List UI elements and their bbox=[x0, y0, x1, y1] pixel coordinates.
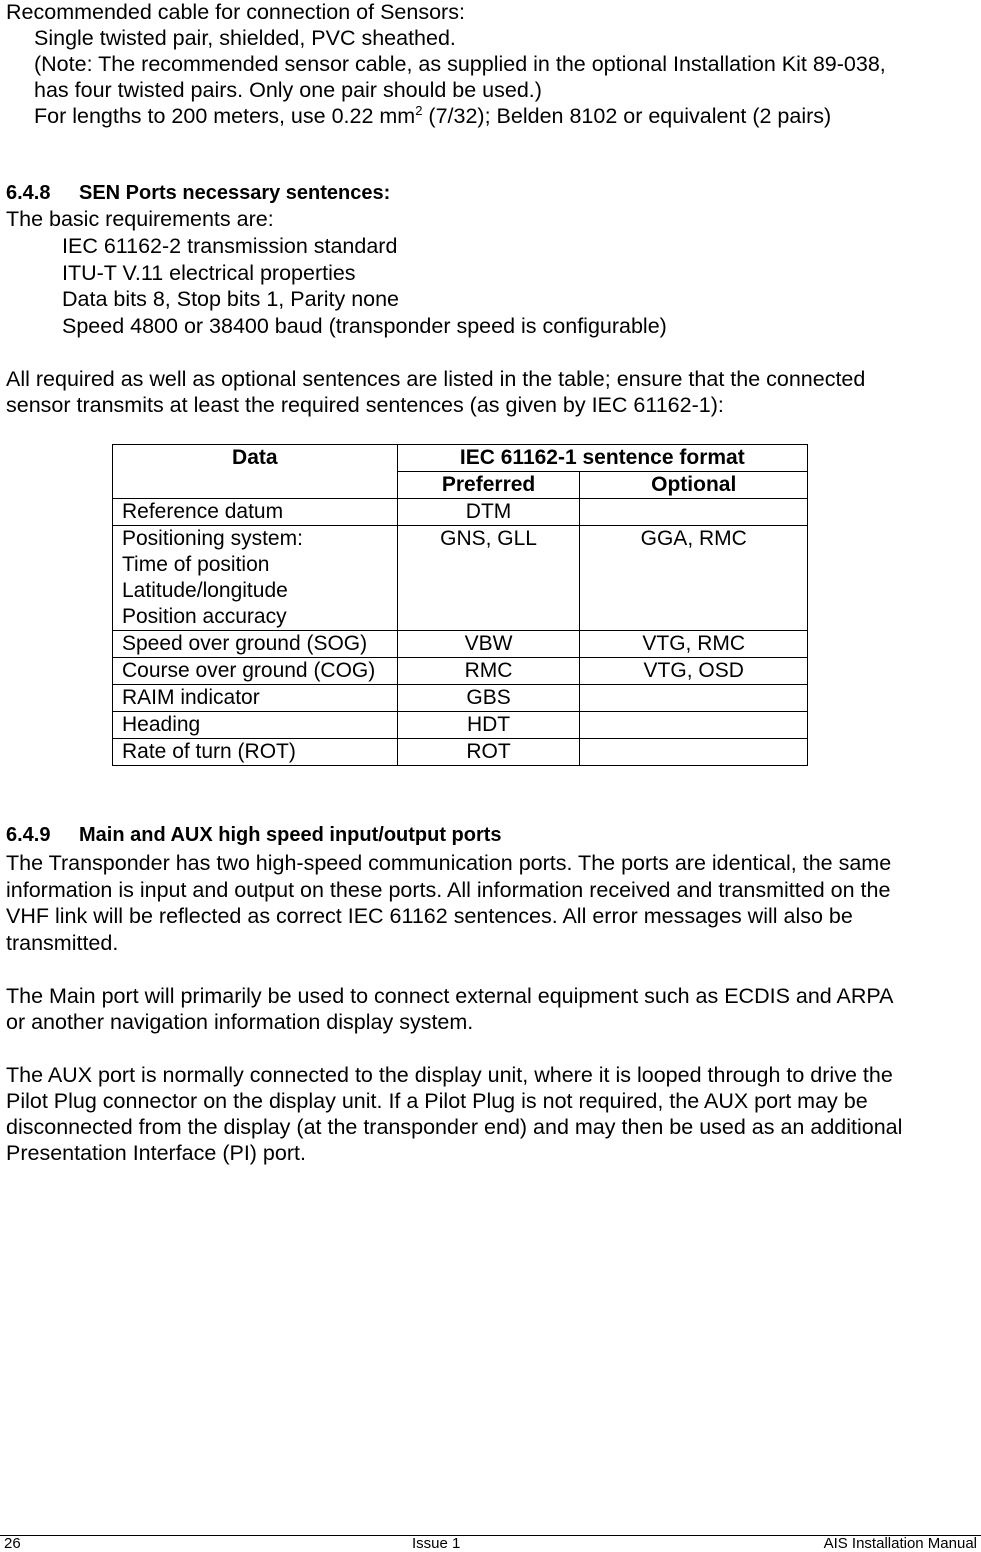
requirement-item: Data bits 8, Stop bits 1, Parity none bbox=[62, 287, 400, 311]
footer-page-number: 26 bbox=[4, 1535, 21, 1552]
table-row bbox=[113, 631, 808, 658]
table-header-row bbox=[113, 445, 808, 472]
requirement-item: ITU-T V.11 electrical properties bbox=[62, 261, 356, 285]
section-648-title: SEN Ports necessary sentences: bbox=[79, 182, 391, 204]
cell-preferred: GBS bbox=[397, 685, 580, 712]
table-row bbox=[113, 685, 808, 712]
cell-data bbox=[113, 526, 398, 631]
cell-optional bbox=[580, 739, 808, 766]
cable-line: Single twisted pair, shielded, PVC sheathed. bbox=[34, 26, 456, 50]
cell-optional bbox=[580, 712, 808, 739]
section-649-p2-line: or another navigation information display system. bbox=[6, 1010, 474, 1034]
cell-data: Course over ground (COG) bbox=[113, 658, 398, 685]
cell-data-line: Time of position bbox=[122, 553, 270, 576]
section-649-p3-line: disconnected from the display (at the transponder end) and may then be used as an additional bbox=[6, 1115, 903, 1139]
cell-data-line: Positioning system: bbox=[122, 527, 303, 550]
section-648-number: 6.4.8 bbox=[6, 182, 51, 204]
section-649-p3-line: Pilot Plug connector on the display unit. If a Pilot Plug is not required, the AUX port may be bbox=[6, 1089, 868, 1113]
cable-heading: Recommended cable for connection of Sensors: bbox=[6, 0, 465, 24]
cell-data-line: Position accuracy bbox=[122, 605, 287, 628]
cell-preferred: RMC bbox=[397, 658, 580, 685]
cell-preferred: ROT bbox=[397, 739, 580, 766]
header-preferred: Preferred bbox=[397, 472, 580, 499]
cell-optional: GGA, RMC bbox=[580, 526, 808, 631]
cell-preferred: DTM bbox=[397, 499, 580, 526]
superscript: 2 bbox=[415, 103, 423, 118]
cable-note-line-1: (Note: The recommended sensor cable, as supplied in the optional Installation Kit 89-038, bbox=[34, 52, 886, 76]
section-649-number: 6.4.9 bbox=[6, 824, 51, 846]
section-649-p1-line: The Transponder has two high-speed communication ports. The ports are identical, the same bbox=[6, 851, 892, 875]
section-648-para-line-1: All required as well as optional sentences are listed in the table; ensure that the connected bbox=[6, 367, 866, 391]
cell-preferred: HDT bbox=[397, 712, 580, 739]
header-data: Data bbox=[113, 445, 398, 499]
header-optional: Optional bbox=[580, 472, 808, 499]
cell-data: Rate of turn (ROT) bbox=[113, 739, 398, 766]
footer-issue: Issue 1 bbox=[412, 1535, 461, 1552]
footer-manual-title: AIS Installation Manual bbox=[823, 1535, 977, 1552]
section-648-intro: The basic requirements are: bbox=[6, 207, 274, 231]
table-row bbox=[113, 526, 808, 631]
section-649-p1-line: information is input and output on these ports. All information received and transmitted on the bbox=[6, 878, 891, 902]
section-648-para-line-2: sensor transmits at least the required sentences (as given by IEC 61162-1): bbox=[6, 393, 724, 417]
cell-optional: VTG, OSD bbox=[580, 658, 808, 685]
cell-preferred: GNS, GLL bbox=[397, 526, 580, 631]
cable-note-line-2: has four twisted pairs. Only one pair should be used.) bbox=[34, 78, 542, 102]
cell-optional: VTG, RMC bbox=[580, 631, 808, 658]
cell-data-line: Latitude/longitude bbox=[122, 579, 288, 602]
cell-data: Reference datum bbox=[113, 499, 398, 526]
table-row bbox=[113, 739, 808, 766]
cell-data: Heading bbox=[113, 712, 398, 739]
cable-lengths-text-2: (7/32); Belden 8102 or equivalent (2 pairs) bbox=[422, 104, 832, 128]
cable-lengths bbox=[34, 103, 831, 129]
section-649-p3-line: The AUX port is normally connected to the display unit, where it is looped through to drive the bbox=[6, 1063, 893, 1087]
table-row bbox=[113, 499, 808, 526]
section-649-p2-line: The Main port will primarily be used to connect external equipment such as ECDIS and ARPA bbox=[6, 984, 894, 1008]
requirement-item: IEC 61162-2 transmission standard bbox=[62, 234, 398, 258]
table-row bbox=[113, 658, 808, 685]
table-row bbox=[113, 712, 808, 739]
cell-optional bbox=[580, 685, 808, 712]
header-sentence-format: IEC 61162-1 sentence format bbox=[397, 445, 807, 472]
requirement-item: Speed 4800 or 38400 baud (transponder speed is configurable) bbox=[62, 314, 667, 338]
section-649-title: Main and AUX high speed input/output ports bbox=[79, 824, 502, 846]
cell-preferred: VBW bbox=[397, 631, 580, 658]
cell-optional bbox=[580, 499, 808, 526]
cell-data: Speed over ground (SOG) bbox=[113, 631, 398, 658]
section-649-p1-line: transmitted. bbox=[6, 931, 119, 955]
sentence-format-table bbox=[112, 444, 808, 766]
cable-lengths-text: For lengths to 200 meters, use 0.22 mm bbox=[34, 104, 416, 128]
section-649-p1-line: VHF link will be reflected as correct IEC 61162 sentences. All error messages will also be bbox=[6, 904, 853, 928]
cell-data: RAIM indicator bbox=[113, 685, 398, 712]
section-649-p3-line: Presentation Interface (PI) port. bbox=[6, 1141, 306, 1165]
